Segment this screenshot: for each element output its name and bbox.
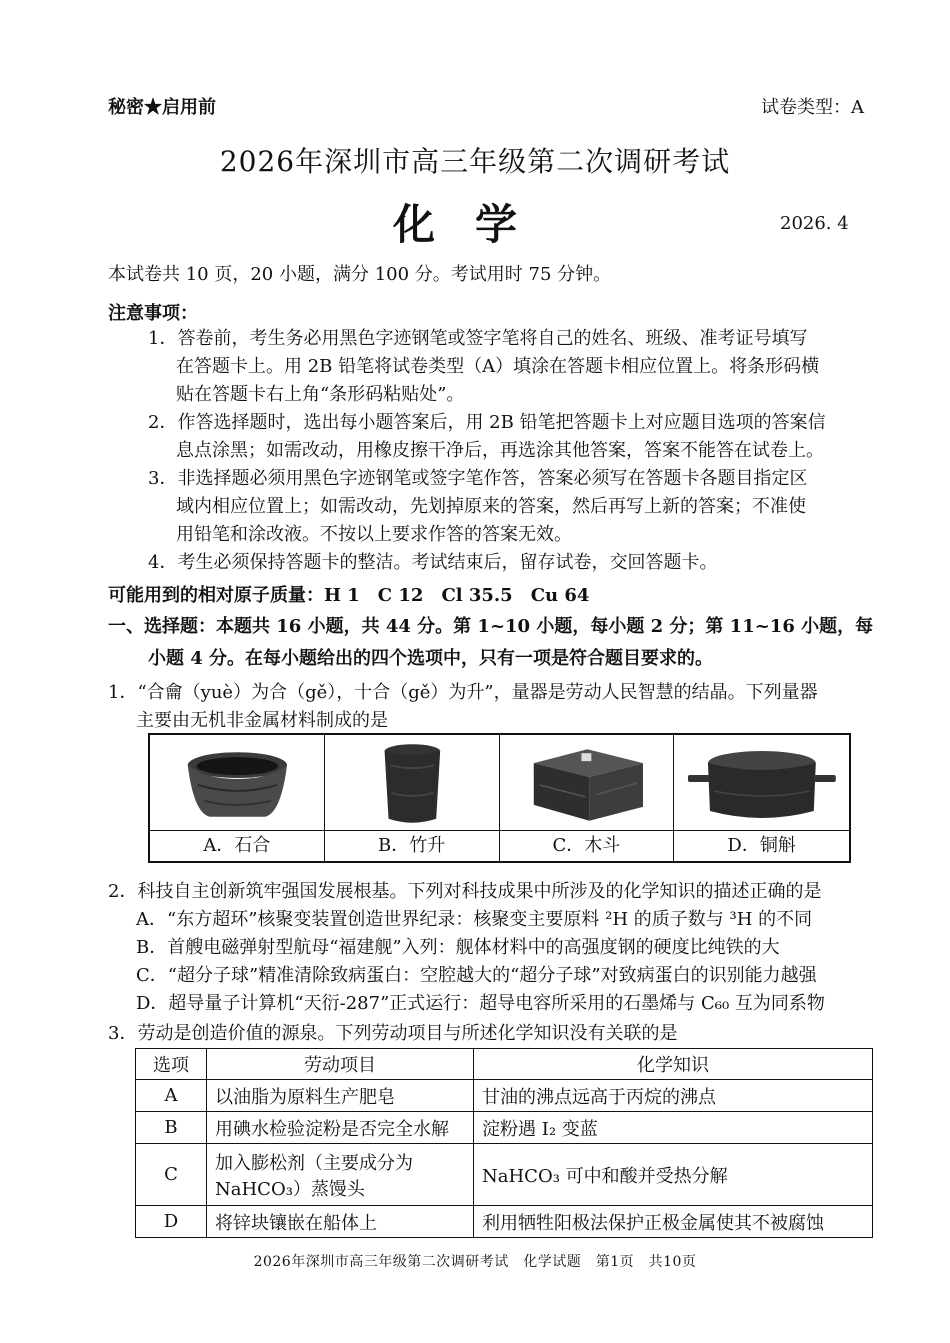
- row-option: C: [136, 1144, 207, 1206]
- note-line: 贴在答题卡右上角“条形码粘贴处”。: [176, 384, 465, 405]
- row-activity-line2: NaHCO₃）蒸馒头: [215, 1178, 365, 1200]
- note-line: 用铅笔和涂改液。不按以上要求作答的答案无效。: [176, 524, 572, 545]
- table-row: [136, 1144, 873, 1206]
- q1-option-b: [325, 735, 500, 861]
- row-activity: 将锌块镶嵌在船体上: [207, 1206, 474, 1238]
- row-knowledge: NaHCO₃ 可中和酸并受热分解: [474, 1144, 873, 1206]
- q3-table: [135, 1048, 873, 1238]
- header-activity: 劳动项目: [207, 1049, 474, 1080]
- intro-text: 本试卷共 10 页，20 小题，满分 100 分。考试用时 75 分钟。: [108, 264, 612, 285]
- table-row: [136, 1080, 873, 1112]
- note-line: 域内相应位置上；如需改动，先划掉原来的答案，然后再写上新的答案；不准使: [176, 496, 806, 517]
- q2-stem: 2．科技自主创新筑牢强国发展根基。下列对科技成果中所涉及的化学知识的描述正确的是: [108, 881, 822, 902]
- option-label: C．木斗: [500, 830, 674, 861]
- q2-option-c: C．“超分子球”精准清除致病蛋白：空腔越大的“超分子球”对致病蛋白的识别能力越强: [136, 965, 817, 986]
- row-activity: 用碘水检验淀粉是否完全水解: [207, 1112, 474, 1144]
- row-knowledge: 淀粉遇 I₂ 变蓝: [474, 1112, 873, 1144]
- option-label: D．铜斛: [674, 830, 849, 861]
- row-activity: 以油脂为原料生产肥皂: [207, 1080, 474, 1112]
- q1-option-d: [674, 735, 849, 861]
- option-label: A．石合: [150, 830, 324, 861]
- note-line: 在答题卡上。用 2B 铅笔将试卷类型（A）填涂在答题卡相应位置上。将条形码横: [176, 356, 820, 377]
- notes-heading: 注意事项：: [108, 303, 198, 324]
- row-option: D: [136, 1206, 207, 1238]
- confidential-label: 秘密★启用前: [108, 97, 216, 118]
- header-option: 选项: [136, 1049, 207, 1080]
- exam-date: 2026. 4: [780, 213, 849, 234]
- paper-type-label: 试卷类型：A: [761, 97, 864, 118]
- q3-stem: 3．劳动是创造价值的源泉。下列劳动项目与所述化学知识没有关联的是: [108, 1023, 678, 1044]
- q2-option-b: B．首艘电磁弹射型航母“福建舰”入列：舰体材料中的高强度钢的硬度比纯铁的大: [136, 937, 780, 958]
- q1-stem-line2: 主要由无机非金属材料制成的是: [136, 710, 388, 731]
- table-row: [136, 1112, 873, 1144]
- row-knowledge: 甘油的沸点远高于丙烷的沸点: [474, 1080, 873, 1112]
- stone-vessel-image: [150, 735, 324, 831]
- table-row: [136, 1206, 873, 1238]
- bronze-vessel-image: [674, 735, 849, 831]
- option-label: B．竹升: [325, 830, 499, 861]
- row-knowledge: 利用牺牲阳极法保护正极金属使其不被腐蚀: [474, 1206, 873, 1238]
- row-activity-line1: 加入膨松剂（主要成分为: [215, 1152, 413, 1174]
- q1-stem-line1: 1．“合龠（yuè）为合（gě），十合（gě）为升”，量器是劳动人民智慧的结晶。下列量器: [108, 682, 818, 703]
- table-header-row: [136, 1049, 873, 1080]
- q2-option-a: A．“东方超环”核聚变装置创造世界纪录：核聚变主要原料 ²H 的质子数与 ³H 的不同: [136, 909, 813, 930]
- header-knowledge: 化学知识: [474, 1049, 873, 1080]
- note-line: 4．考生必须保持答题卡的整洁。考试结束后，留存试卷，交回答题卡。: [148, 552, 718, 573]
- note-line: 1．答卷前，考生务必用黑色字迹钢笔或签字笔将自己的姓名、班级、准考证号填写: [148, 328, 808, 349]
- page-footer: 2026年深圳市高三年级第二次调研考试 化学试题 第1页 共10页: [253, 1254, 697, 1270]
- row-option: A: [136, 1080, 207, 1112]
- row-activity: [207, 1144, 474, 1206]
- exam-title: 2026年深圳市高三年级第二次调研考试: [219, 145, 731, 178]
- section-heading-line2: 小题 4 分。在每小题给出的四个选项中，只有一项是符合题目要求的。: [148, 648, 714, 669]
- atomic-masses: 可能用到的相对原子质量：H 1 C 12 Cl 35.5 Cu 64: [108, 585, 590, 606]
- bamboo-vessel-image: [325, 735, 499, 831]
- q1-option-a: [150, 735, 325, 861]
- q1-option-c: [500, 735, 675, 861]
- q1-image-table: [148, 733, 851, 863]
- note-line: 息点涂黑；如需改动，用橡皮擦干净后，再选涂其他答案，答案不能答在试卷上。: [176, 440, 824, 461]
- note-line: 3．非选择题必须用黑色字迹钢笔或签字笔作答，答案必须写在答题卡各题目指定区: [148, 468, 808, 489]
- note-line: 2．作答选择题时，选出每小题答案后，用 2B 铅笔把答题卡上对应题目选项的答案信: [148, 412, 826, 433]
- subject-title: 化学: [392, 200, 557, 249]
- q2-option-d: D．超导量子计算机“天衍-287”正式运行：超导电容所采用的石墨烯与 C₆₀ 互为同系物: [136, 993, 825, 1014]
- row-option: B: [136, 1112, 207, 1144]
- wooden-box-image: [500, 735, 674, 831]
- section-heading-line1: 一、选择题：本题共 16 小题，共 44 分。第 1~10 小题，每小题 2 分；第 11~16 小题，每: [108, 616, 874, 637]
